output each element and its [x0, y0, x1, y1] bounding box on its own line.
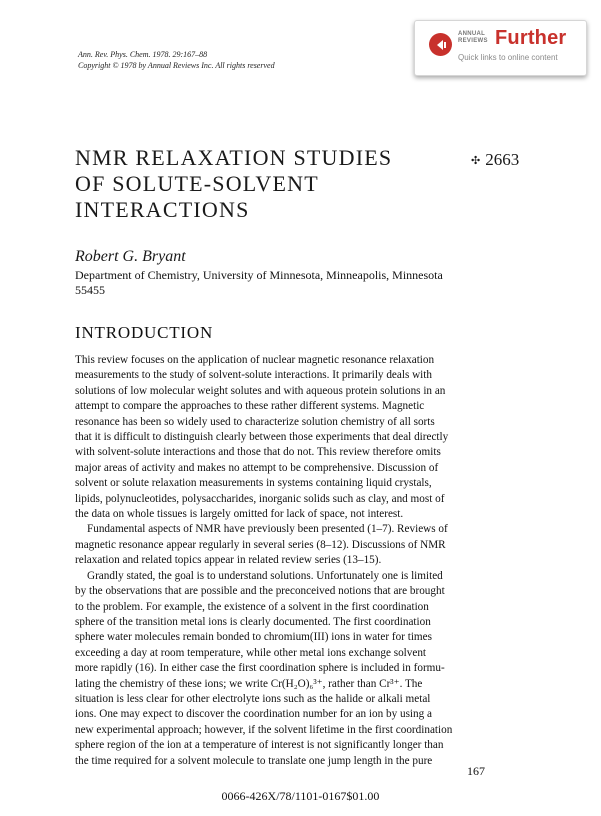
- body-line: the time required for a solvent molecule to translate one jump length in the pure: [75, 754, 433, 767]
- body-line: Grandly stated, the goal is to understand solutions. Unfortunately one is limited: [87, 569, 443, 582]
- affiliation-line-2: 55455: [75, 283, 105, 297]
- brand-line-2: REVIEWS: [458, 38, 488, 44]
- body-line: ions. One may expect to discover the coordination number for an ion by using a: [75, 708, 432, 721]
- title-line-1: NMR RELAXATION STUDIES: [75, 145, 393, 170]
- author-name: Robert G. Bryant: [75, 248, 186, 265]
- body-line: sphere of the transition metal ions is clearly documented. The first coordination: [75, 615, 431, 628]
- body-line: sphere water molecules remain bonded to chromium(III) ions in water for times: [75, 631, 432, 644]
- body-line: This review focuses on the application of nuclear magnetic resonance relaxation: [75, 354, 435, 366]
- annual-reviews-brand: [458, 31, 488, 45]
- body-line: more rapidly (16). In either case the first coordination sphere is included in formu-: [75, 662, 445, 675]
- body-line: relaxation and related topics appear in related review series (13–15).: [75, 554, 382, 567]
- journal-header: [78, 49, 275, 71]
- document-mark-icon: ✣: [471, 154, 481, 167]
- body-line: with solvent-solute interactions and those that do not. This review therefore omits: [75, 446, 441, 459]
- body-line: magnetic resonance appear regularly in several series (8–12). Discussions of NMR: [75, 538, 446, 551]
- body-line: resonance has been so widely used to characterize solution chemistry of all sorts: [75, 415, 435, 428]
- article-title: [75, 145, 445, 223]
- body-line: sphere region of the ion at a temperature of interest is not significantly longer than: [75, 739, 444, 752]
- body-line: by the observations that are possible and the preconceived notions that are brought: [75, 585, 445, 598]
- further-word: Further: [495, 27, 567, 49]
- document-number: 2663: [485, 150, 520, 169]
- body-text: [75, 353, 485, 769]
- page-number: 167: [467, 764, 485, 778]
- body-line: lipids, polynucleotides, polysaccharides, inorganic solids such as clay, and most of: [75, 492, 445, 505]
- copyright-line: Copyright © 1978 by Annual Reviews Inc. All rights reserved: [78, 61, 275, 70]
- body-line: solvent or solute relaxation measurements in systems containing liquid crystals,: [75, 477, 432, 490]
- body-line: situation is less clear for other electrolyte ions such as the halide or alkali metal: [75, 692, 431, 705]
- body-line: major areas of activity and makes no attempt to be comprehensive. Discussion of: [75, 461, 439, 474]
- body-line: the data on whole tissues is largely omitted for lack of space, not interest.: [75, 508, 404, 521]
- body-line: exceeding a day at room temperature, while other metal ions exchange solvent: [75, 646, 427, 659]
- further-tagline: Quick links to online content: [458, 53, 558, 62]
- title-line-3: INTERACTIONS: [75, 197, 250, 222]
- body-line: that it is difficult to distinguish clearly between those experiments that deal directly: [75, 431, 449, 444]
- body-line: new experimental approach; however, if the solvent lifetime in the first coordination: [75, 723, 453, 736]
- brand-line-1: ANNUAL: [458, 31, 486, 37]
- body-line: measurements to the study of solvent-solute interactions. It primarily deals with: [75, 369, 432, 382]
- body-line: Fundamental aspects of NMR have previously been presented (1–7). Reviews of: [87, 523, 448, 536]
- title-line-2: OF SOLUTE-SOLVENT: [75, 171, 319, 196]
- journal-citation: Ann. Rev. Phys. Chem. 1978. 29:167–88: [78, 50, 208, 59]
- play-arrow-icon: [429, 33, 452, 56]
- body-line: to the problem. For example, the existence of a solvent in the first coordination: [75, 600, 429, 613]
- section-heading: INTRODUCTION: [75, 323, 214, 342]
- document-id: [471, 150, 519, 170]
- body-line: attempt to compare the approaches to these rather different systems. Magnetic: [75, 400, 425, 413]
- body-line: lating the chemistry of these ions; we write Cr(H₂O)₆³⁺, rather than Cr³⁺. The: [75, 677, 423, 690]
- affiliation-line-1: Department of Chemistry, University of Minnesota, Minneapolis, Minnesota: [75, 268, 443, 282]
- body-line: solutions of low molecular weight solutes and with aqueous protein solutions in an: [75, 384, 446, 397]
- footer-code: 0066-426X/78/1101-0167$01.00: [221, 789, 380, 803]
- author-affiliation: [75, 268, 485, 298]
- further-badge[interactable]: [414, 20, 587, 76]
